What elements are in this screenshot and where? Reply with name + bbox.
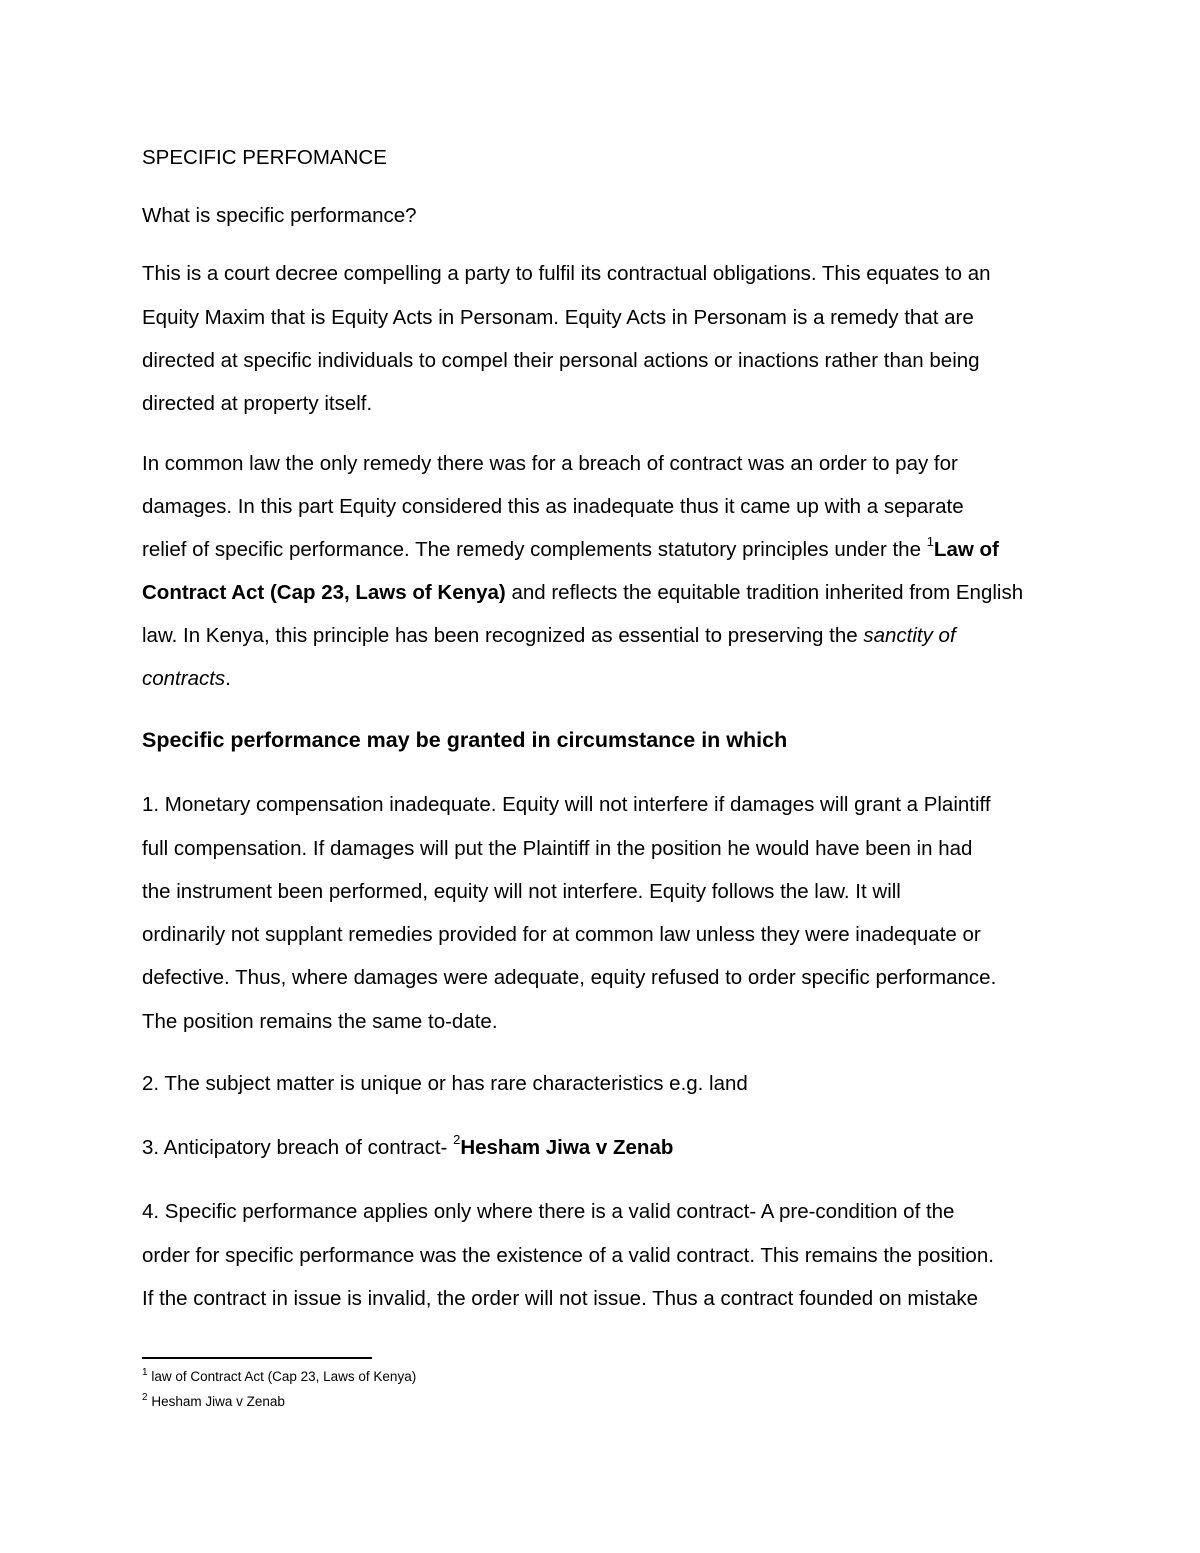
footnote-ref[interactable]: 2 — [453, 1132, 461, 1148]
paragraph-line: In common law the only remedy there was for a breach of contract was an order to pay for — [142, 452, 958, 475]
footnote-number: 1 — [142, 1366, 148, 1378]
case-name: Hesham Jiwa v Zenab — [460, 1136, 674, 1159]
list-item-line: order for specific performance was the existence of a valid contract. This remains the position. — [142, 1244, 994, 1267]
list-item-line: defective. Thus, where damages were adequate, equity refused to order specific performance. — [142, 966, 997, 989]
paragraph-line — [142, 580, 1023, 606]
list-item-line: ordinarily not supplant remedies provided for at common law unless they were inadequate or — [142, 923, 981, 946]
paragraph-line — [142, 666, 231, 692]
paragraph-line — [142, 534, 999, 563]
text-run: 3. Anticipatory breach of contract- — [142, 1136, 454, 1159]
question-heading: What is specific performance? — [142, 204, 417, 227]
text-run: relief of specific performance. The remedy complements statutory principles under the — [142, 538, 927, 561]
list-item-line: full compensation. If damages will put the Plaintiff in the position he would have been in had — [142, 837, 973, 860]
list-item-line: 4. Specific performance applies only where there is a valid contract- A pre-condition of the — [142, 1200, 955, 1223]
list-item-line: 1. Monetary compensation inadequate. Equity will not interfere if damages will grant a Plaintiff — [142, 793, 991, 816]
text-run: . — [225, 667, 231, 690]
footnote — [142, 1393, 285, 1411]
list-item-line: 2. The subject matter is unique or has rare characteristics e.g. land — [142, 1072, 748, 1095]
paragraph-line: This is a court decree compelling a party to fulfil its contractual obligations. This equates to an — [142, 262, 991, 285]
paragraph-line: directed at specific individuals to compel their personal actions or inactions rather than being — [142, 349, 980, 372]
italic-phrase: sanctity of — [863, 624, 956, 647]
paragraph-line: directed at property itself. — [142, 392, 373, 415]
footnote-separator — [142, 1357, 372, 1359]
section-heading: Specific performance may be granted in circumstance in which — [142, 728, 788, 752]
footnote-ref[interactable]: 1 — [926, 534, 934, 550]
paragraph-line: Equity Maxim that is Equity Acts in Personam. Equity Acts in Personam is a remedy that are — [142, 306, 974, 329]
list-item-line: the instrument been performed, equity will not interfere. Equity follows the law. It will — [142, 880, 901, 903]
footnote-text: law of Contract Act (Cap 23, Laws of Kenya) — [147, 1369, 417, 1384]
italic-phrase: contracts — [142, 667, 226, 690]
statute-name: Law of — [933, 538, 999, 561]
paragraph-line: damages. In this part Equity considered this as inadequate thus it came up with a separate — [142, 495, 964, 518]
footnote-text: Hesham Jiwa v Zenab — [147, 1394, 285, 1409]
footnote — [142, 1368, 416, 1386]
list-item-line: The position remains the same to-date. — [142, 1010, 498, 1033]
statute-name: Contract Act (Cap 23, Laws of Kenya) — [142, 581, 506, 604]
text-run: law. In Kenya, this principle has been recognized as essential to preserving the — [142, 624, 864, 647]
text-run: and reflects the equitable tradition inherited from English — [505, 581, 1024, 604]
footnote-number: 2 — [142, 1391, 148, 1403]
list-item-line: If the contract in issue is invalid, the order will not issue. Thus a contract founded on mistake — [142, 1287, 978, 1310]
paragraph-line — [142, 623, 956, 649]
list-item-line — [142, 1132, 674, 1161]
document-title: SPECIFIC PERFOMANCE — [142, 146, 387, 169]
